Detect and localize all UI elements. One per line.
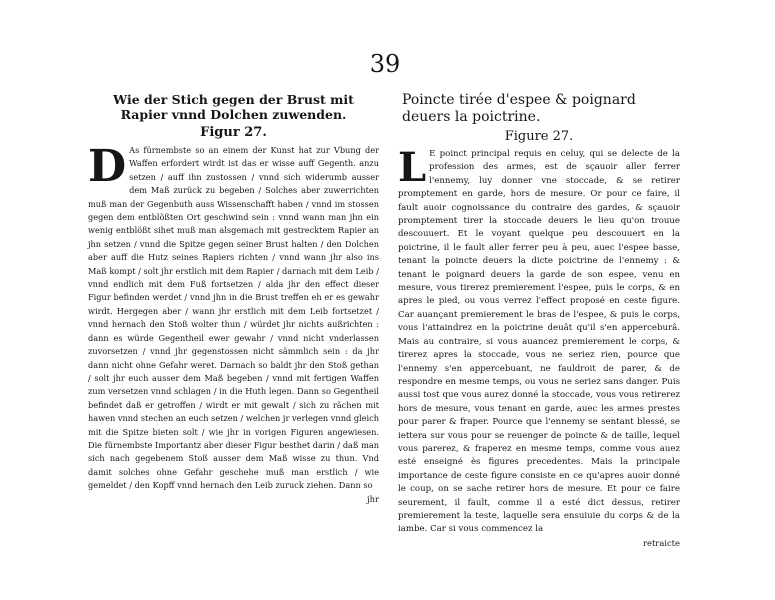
french-figure-label: Figure 27.	[504, 129, 574, 144]
french-drop-cap: L	[398, 144, 427, 191]
french-body-content: E poinct principal requis en celuy, qui se delecte de la profession des armes, est de sçauoir aller ferrer l'ennemy, luy donner vne stoccade, & se retirer promptement en garde, hors de mesure. Or pour ce faire, il fault auoir cognoissance du contraire des gardes, & sçauoir promptement tirer la stoccade deuers le lieu qu'on trouue descouuert. Et le voyant quelque peu descouuert en la poictrine, il le fault aller ferrer peu à peu, auec l'espee basse, tenant la poincte deuers la dicte poictrine de l'ennemy : & tenant le poignard deuers la garde de son espee, venu en mesure, vous tirerez premierement l'espee, puis le corps, & en apres le pied, ou vous verrez l'effect proposé en ceste figure. Car auançant premierement le bras de l'espee, & puis le corps, vous l'attaindrez en la poictrine deuât qu'il s'en apperceburâ. Mais au contraire, si vous auancez premierement le corps, & tirerez apres la stoccade, vous ne seriez rien, pource que l'ennemy s'en appercebuant, ne fauldroit de parer, & de respondre en mesme temps, ou vous ne seriez sans danger. Puis aussi tost que vous aurez donné la stoccade, vous vous retirerez hors de mesure, vous tenant en garde, auec les armes prestes pour parer & fraper. Pource que l'ennemy se sentant blessé, se iettera sur vous pour se reuenger de poincte & de taille, lequel vous parerez, & fraperez en mesme temps, comme vous auez esté enseigné ès figures precedentes. Mais la principale importance de ceste figure consiste en ce qu'apres auoir donné le coup, on se sache retirer hors de mesure. Et pour ce faire seurement, il fault, comme il a esté dict dessus, retirer premierement la teste, laquelle sera ensuiuie du corps & de la iambe. Car si vous commencez la	[398, 149, 680, 535]
french-catchword: retraicte	[642, 537, 680, 548]
french-column	[398, 92, 680, 548]
french-title: Poincte tirée d'espee & poignard deuers la poictrine.	[402, 92, 636, 125]
german-title: Wie der Stich gegen der Brust mit Rapier vnnd Dolchen zuwenden.	[113, 92, 354, 122]
german-body-text	[88, 141, 380, 493]
german-body-content: As fürnembste so an einem der Kunst hat zur Vbung der Waffen erfordert wirdt ist das er wisse auff Gegenth. anzu setzen / auff ihn zustossen / vnnd sich widerumb ausser dem Maß zurück zu begeben / Solches aber zuwerrichten muß man der Gegenbuth auss Wissenschafft haben / vnnd im stossen gegen dem entblößten Ort geschwind sein : vnnd wann man jhn ein wenig entblößt sihet muß man alsgemach mit gestrecktem Rapier an jhn setzen / vnnd die Spitze gegen seiner Brust halten / den Dolchen aber auff die Hutz seines Rapiers richten / vnnd wann jhr also ins Maß kompt / solt jhr erstlich mit dem Rapier / darnach mit dem Leib / vnnd endlich mit dem Fuß fortsetzen / alda jhr den effect dieser Figur befinden werdet / vnnd jhn in die Brust treffen eh er es gewahr wirdt. Hergegen aber / wann jhr erstlich mit dem Leib fortsetzet / vnnd hernach den Stoß wolter thun / würdet jhr nichts außrichten : dann es würde Gegentheil ewer gewahr / vnnd nicht vnderlassen zuvorsetzen / vnnd jhr gegenstossen nicht sämmlich sein : da jhr dann nicht ohne Gefahr weret. Darnach so baldt jhr den Stoß gethan / solt jhr euch ausser dem Maß begeben / vnnd mit fertigen Waffen zum versetzen vnnd schlagen / in die Huth legen. Dann so Gegentheil befindet daß er getroffen / wirdt er mit gewalt / sich zu rächen mit hawen vnnd stechen an euch setzen / welchen jr verlegen vnnd gleich mit die Spitze bieten solt / wie jhr in vorigen Figuren angewiesen. Die fürnembste Importantz aber dieser Figur besthet darin / daß man sich nach gegebenem Stoß ausser dem Maß wisse zu thun. Vnd damit solches ohne Gefahr geschehe muß man erstlich / wie gemeldet / den Kopff vnnd hernach den Leib zuruck ziehen. Dann so	[88, 145, 380, 491]
german-column	[88, 92, 379, 504]
german-figure-label: Figur 27.	[200, 125, 267, 140]
page-number: 39	[369, 50, 401, 78]
german-catchword: jhr	[367, 493, 379, 504]
german-drop-cap: D	[88, 141, 127, 192]
french-body-text	[398, 144, 680, 537]
